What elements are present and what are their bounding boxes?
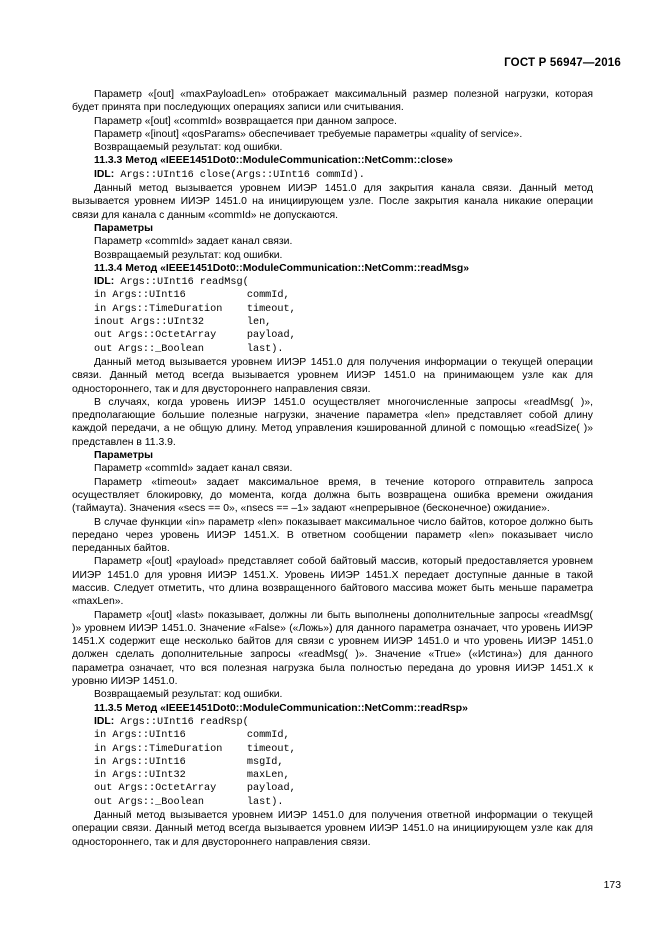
idl-declaration bbox=[72, 275, 593, 289]
body-paragraph: Данный метод вызывается уровнем ИИЭР 1451.0 для закрытия канала связи. Данный метод вызывается уровнем ИИЭР 1451.0 на инициирующем узле. После закрытия канала никакие операции связи для канала с данным «commId» не допускаются. bbox=[72, 183, 593, 221]
idl-code-line: in Args::UInt32 maxLen, bbox=[94, 770, 290, 782]
parameters-subheading: Параметры bbox=[94, 222, 154, 234]
body-paragraph: Параметр «commId» задает канал связи. bbox=[94, 463, 293, 475]
idl-declaration bbox=[72, 168, 593, 182]
section-heading: 11.3.4 Метод «IEEE1451Dot0::ModuleCommunication::NetComm::readMsg» bbox=[94, 262, 470, 274]
body-paragraph: В случаях, когда уровень ИИЭР 1451.0 осуществляет многочисленные запросы «readMsg( )», предполагающие большие полезные нагрузки, значение параметра «len» представляет собой длину каждой передачи, а не общую длину. Метод управления кэшированной длиной с помощью «readSize( )» представлен в 11.3.9. bbox=[72, 396, 593, 448]
idl-code-line: in Args::TimeDuration timeout, bbox=[94, 743, 296, 755]
idl-code-line: out Args::_Boolean last). bbox=[94, 796, 284, 808]
parameters-subheading: Параметры bbox=[94, 450, 154, 462]
body-paragraph: Возвращаемый результат: код ошибки. bbox=[94, 249, 283, 261]
document-header: ГОСТ Р 56947—2016 bbox=[504, 57, 621, 69]
body-paragraph: Параметр «timeout» задает максимальное время, в течение которого отправитель запроса осуществляет блокировку, до момента, когда должна быть возвращена ошибка времени ожидания (таймаута). Значения «secs == 0», «nsecs == –1» задают «непрерывное (бесконечное) ожидание». bbox=[72, 476, 593, 515]
body-paragraph: Параметр «[inout] «qosParams» обеспечивает требуемые параметры «quality of service». bbox=[94, 128, 523, 140]
idl-code-line: in Args::UInt16 msgId, bbox=[94, 756, 284, 768]
idl-code: Args::UInt16 readRsp( bbox=[120, 716, 249, 728]
idl-code-line: in Args::UInt16 commId, bbox=[94, 290, 290, 302]
idl-code: Args::UInt16 close(Args::UInt16 commId). bbox=[120, 169, 365, 181]
section-heading: 11.3.3 Метод «IEEE1451Dot0::ModuleCommunication::NetComm::close» bbox=[94, 155, 453, 167]
body-paragraph: Параметр «[out] «payload» представляет собой байтовый массив, который предоставляется уровнем ИИЭР 1451.0 для уровня ИИЭР 1451.X. Уровень ИИЭР 1451.X передает доступные данные в такой массив. Следует отметить, что длина возвращенного байтового массива может быть меньше параметра «maxLen». bbox=[72, 556, 593, 608]
body-paragraph: Возвращаемый результат: код ошибки. bbox=[94, 142, 283, 154]
body-paragraph: Данный метод вызывается уровнем ИИЭР 1451.0 для получения информации о текущей операции связи. Данный метод всегда вызывается уровнем ИИЭР 1451.0 на принимающем узле как для одностороннего, так и для двустороннего направления связи. bbox=[72, 356, 593, 395]
body-paragraph: Возвращаемый результат: код ошибки. bbox=[94, 689, 283, 701]
body-paragraph: Данный метод вызывается уровнем ИИЭР 1451.0 для получения ответной информации о текущей операции связи. Данный метод всегда вызывается уровнем ИИЭР 1451.0 на инициирующем узле как для одностороннего, так и для двустороннего направления связи. bbox=[72, 810, 593, 848]
idl-code: Args::UInt16 readMsg( bbox=[120, 277, 249, 289]
idl-code-line: out Args::OctetArray payload, bbox=[94, 330, 296, 342]
body-paragraph: Параметр «commId» задает канал связи. bbox=[94, 236, 293, 248]
idl-label: IDL: bbox=[94, 715, 115, 727]
body-paragraph: Параметр «[out] «commId» возвращается при данном запросе. bbox=[94, 115, 397, 127]
document-body bbox=[72, 88, 593, 849]
idl-code-line: out Args::_Boolean last). bbox=[94, 343, 284, 355]
idl-code-line: out Args::OctetArray payload, bbox=[94, 783, 296, 795]
page-number: 173 bbox=[603, 880, 621, 891]
idl-declaration bbox=[72, 715, 593, 729]
idl-label: IDL: bbox=[94, 276, 115, 288]
idl-code-line: in Args::UInt16 commId, bbox=[94, 730, 290, 742]
body-paragraph: Параметр «[out] «last» показывает, должны ли быть выполнены дополнительные запросы «readMsg( )» уровнем ИИЭР 1451.0. Значение «False» («Ложь») для данного параметра означает, что уровень ИИЭР 1451.X содержит еще несколько байтов для связи с уровнем ИИЭР 1451.0 и что уровень ИИЭР 1451.0 должен сделать дополнительные запросы «readMsg( )». Значение «True» («Истина») для данного параметра означает, что вся полезная нагрузка была полностью передана до уровня ИИЭР 1451.X к уровню ИИЭР 1451.0. bbox=[72, 609, 593, 688]
body-paragraph: Параметр «[out] «maxPayloadLen» отображает максимальный размер полезной нагрузки, которая будет принята при последующих операциях записи или считывания. bbox=[72, 89, 593, 114]
body-paragraph: В случае функции «in» параметр «len» показывает максимальное число байтов, которое должно быть передано через уровень ИИЭР 1451.X. В ответном сообщении параметр «len» показывает число переданных байтов. bbox=[72, 516, 593, 555]
section-heading: 11.3.5 Метод «IEEE1451Dot0::ModuleCommunication::NetComm::readRsp» bbox=[94, 702, 468, 714]
idl-code-line: inout Args::UInt32 len, bbox=[94, 317, 272, 329]
idl-label: IDL: bbox=[94, 168, 115, 180]
idl-code-line: in Args::TimeDuration timeout, bbox=[94, 303, 296, 315]
